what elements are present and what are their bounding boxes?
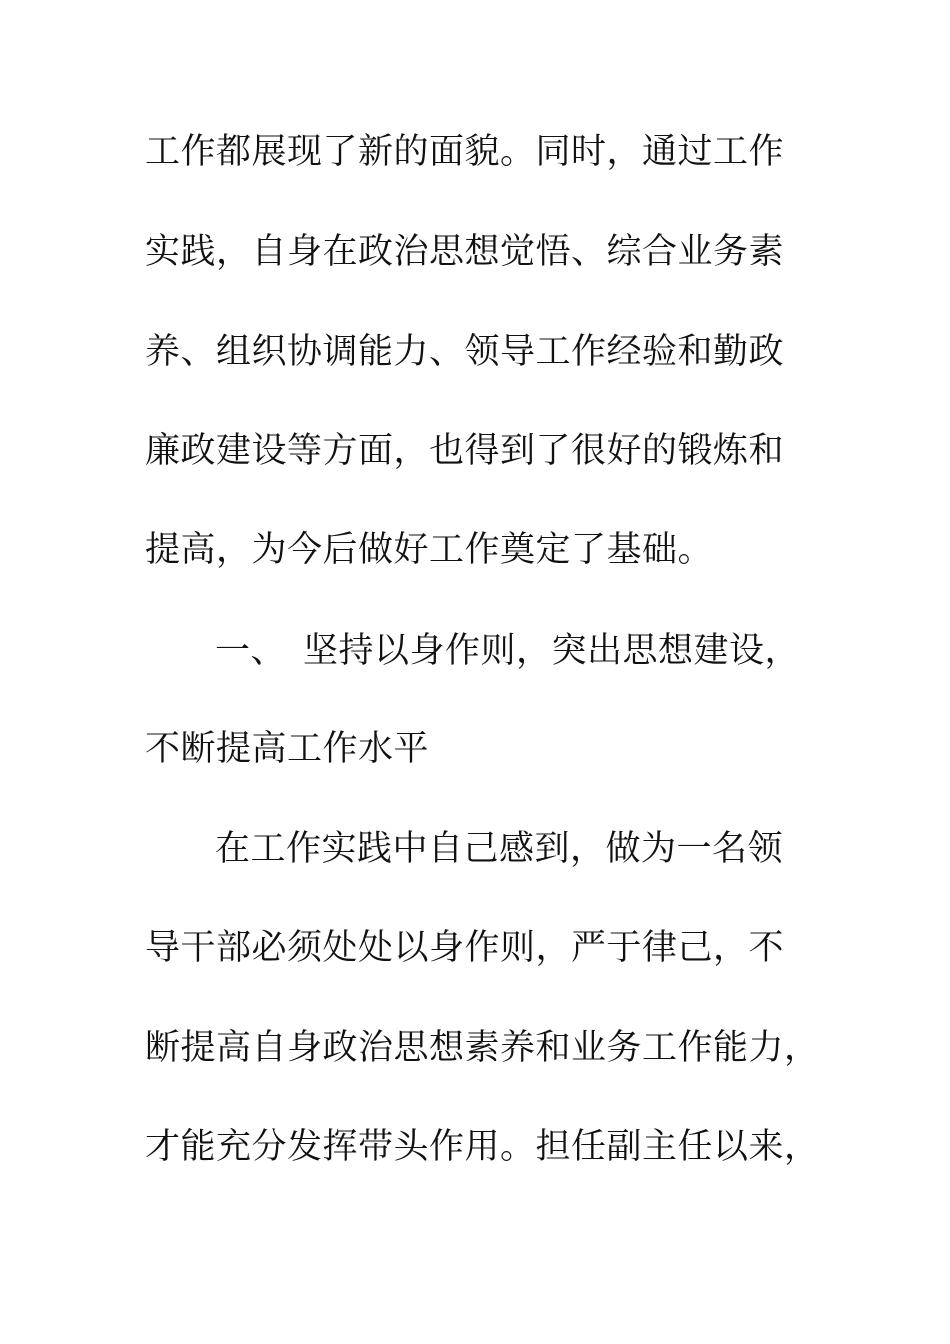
paragraph-line: 才能充分发挥带头作用。担任副主任以来， xyxy=(145,1127,820,1167)
paragraph-line: 导干部必须处处以身作则，严于律己，不 xyxy=(145,928,785,968)
section-heading: 坚持以身作则，突出思想建设， xyxy=(303,631,801,671)
paragraph-line: 养、组织协调能力、领导工作经验和勤政 xyxy=(145,332,785,372)
paragraph-line: 廉政建设等方面，也得到了很好的锻炼和 xyxy=(145,431,785,471)
paragraph-line: 实践，自身在政治思想觉悟、综合业务素 xyxy=(145,232,785,272)
section-heading-number: 一、 xyxy=(215,631,287,671)
paragraph-line: 提高，为今后做好工作奠定了基础。 xyxy=(145,530,714,570)
section-heading-continuation: 不断提高工作水平 xyxy=(145,729,430,769)
paragraph-line: 断提高自身政治思想素养和业务工作能力， xyxy=(145,1028,820,1068)
paragraph-line: 在工作实践中自己感到，做为一名领 xyxy=(215,829,784,869)
paragraph-line: 工作都展现了新的面貌。同时，通过工作 xyxy=(145,132,785,172)
